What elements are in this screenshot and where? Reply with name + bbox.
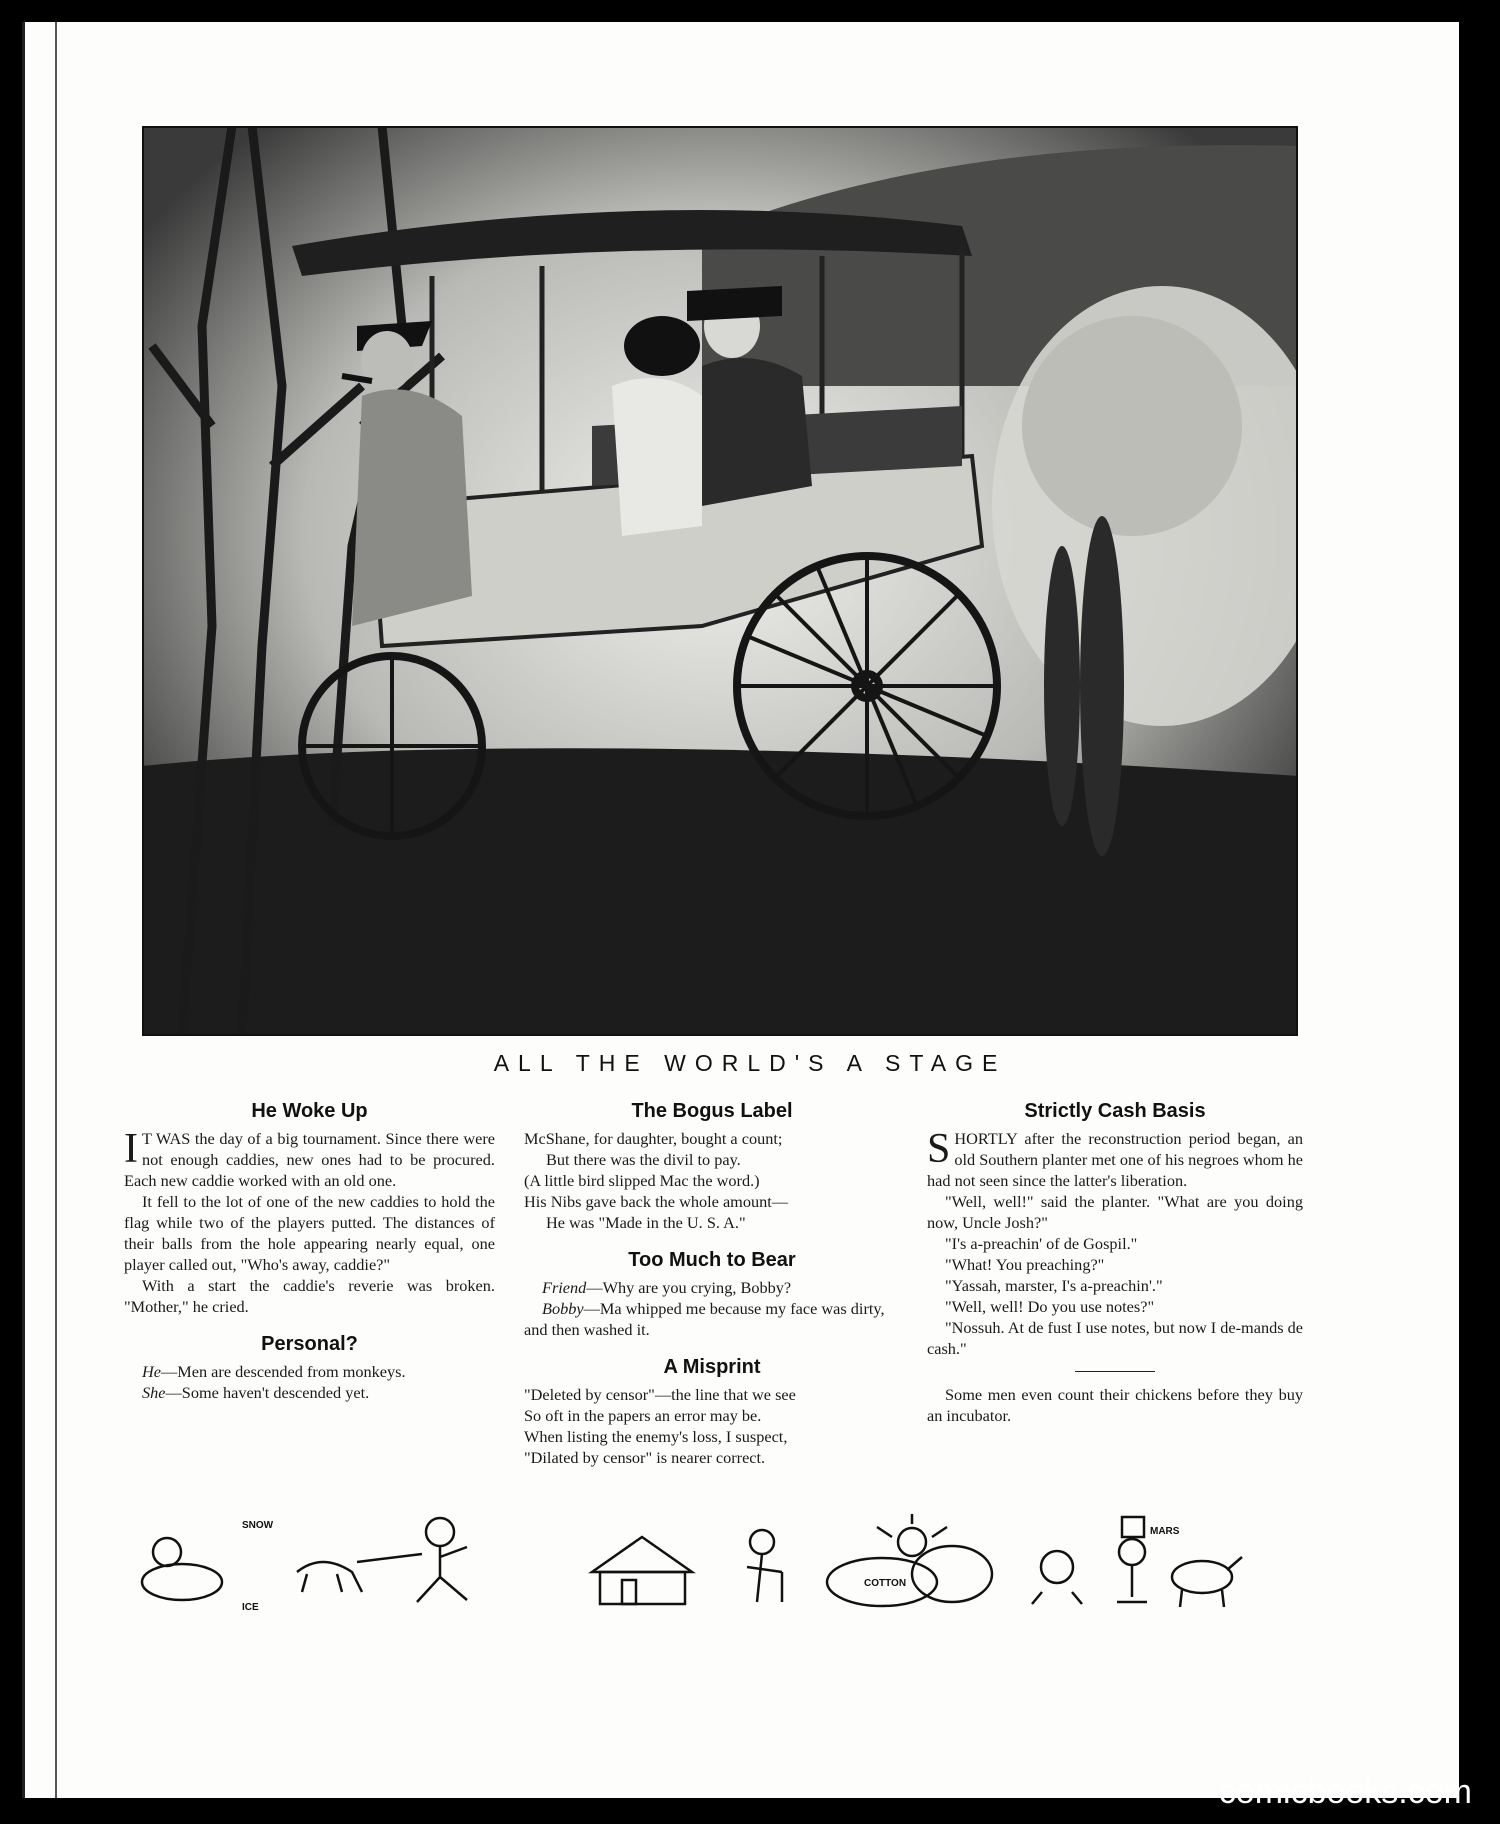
snow-label: SNOW bbox=[242, 1520, 274, 1531]
verse-line: He was "Made in the U. S. A." bbox=[546, 1213, 746, 1232]
verse-line: When listing the enemy's loss, I suspect, bbox=[524, 1427, 788, 1446]
paragraph-text: HORTLY after the reconstruction period began, an old Southern planter met one of his negroes whom he had not seen since the latter's liberation. bbox=[927, 1129, 1303, 1190]
site-watermark: comicbooks.com bbox=[1218, 1773, 1472, 1811]
speaker-label: Friend bbox=[542, 1278, 587, 1297]
footer-cartoon-strip bbox=[122, 1512, 1302, 1612]
speaker-label: She bbox=[142, 1383, 166, 1402]
dialogue-text: —Ma whipped me because my face was dirty, and then washed it. bbox=[524, 1299, 885, 1339]
dialogue-text: —Some haven't descended yet. bbox=[165, 1383, 370, 1402]
heading-strictly-cash-basis: Strictly Cash Basis bbox=[1024, 1100, 1206, 1122]
heading-bogus-label: The Bogus Label bbox=[631, 1100, 793, 1122]
buggy-illustration bbox=[142, 126, 1298, 1036]
dialogue-text: —Men are descended from monkeys. bbox=[160, 1362, 406, 1381]
dialogue-line: "Yassah, marster, I's a-preachin'." bbox=[945, 1276, 1163, 1295]
illustration-caption: ALL THE WORLD'S A STAGE bbox=[493, 1050, 1007, 1076]
article-paragraph bbox=[124, 1128, 495, 1191]
cotton-label: COTTON bbox=[864, 1578, 907, 1589]
column-middle bbox=[524, 1098, 900, 1468]
heading-too-much-to-bear: Too Much to Bear bbox=[628, 1249, 796, 1271]
article-paragraph: It fell to the lot of one of the new caddies to hold the flag while two of the players putted. The distances of their balls from the hole appearing nearly equal, one player called out, "Who's away, caddie?" bbox=[124, 1192, 495, 1274]
verse-line: His Nibs gave back the whole amount— bbox=[524, 1192, 789, 1211]
dialogue-line bbox=[524, 1277, 900, 1298]
dialogue-line bbox=[524, 1298, 900, 1340]
heading-he-woke-up: He Woke Up bbox=[251, 1100, 368, 1122]
column-left bbox=[124, 1098, 495, 1403]
dialogue-text: —Why are you crying, Bobby? bbox=[586, 1278, 792, 1297]
dialogue-line: "Nossuh. At de fust I use notes, but now I de-mands de cash." bbox=[927, 1318, 1304, 1358]
heading-personal: Personal? bbox=[261, 1333, 358, 1355]
article-paragraph bbox=[927, 1128, 1303, 1191]
binding-gutter bbox=[55, 22, 57, 1798]
drop-cap: S bbox=[927, 1126, 951, 1172]
column-right bbox=[927, 1098, 1303, 1426]
verse-line: "Deleted by censor"—the line that we see bbox=[524, 1385, 796, 1404]
verse-line: McShane, for daughter, bought a count; bbox=[524, 1129, 783, 1148]
mars-label: MARS bbox=[1150, 1526, 1180, 1537]
closing-quip: Some men even count their chickens before they buy an incubator. bbox=[927, 1385, 1303, 1425]
dialogue-line: "What! You preaching?" bbox=[945, 1255, 1105, 1274]
section-divider bbox=[1075, 1371, 1155, 1372]
dialogue-line bbox=[124, 1382, 495, 1403]
paragraph-text: T WAS the day of a big tournament. Since there were not enough caddies, new ones had to be procured. Each new caddie worked with an old one. bbox=[124, 1129, 495, 1190]
article-paragraph: With a start the caddie's reverie was broken. "Mother," he cried. bbox=[124, 1276, 495, 1316]
speaker-label: He bbox=[142, 1362, 161, 1381]
verse-line: But there was the divil to pay. bbox=[546, 1150, 741, 1169]
dialogue-line bbox=[124, 1361, 495, 1382]
dialogue-line: "I's a-preachin' of de Gospil." bbox=[945, 1234, 1138, 1253]
drop-cap: I bbox=[124, 1126, 138, 1172]
ice-label: ICE bbox=[242, 1602, 259, 1612]
verse-line: (A little bird slipped Mac the word.) bbox=[524, 1171, 760, 1190]
dialogue-line: "Well, well! Do you use notes?" bbox=[945, 1297, 1155, 1316]
dialogue-line: "Well, well!" said the planter. "What are you doing now, Uncle Josh?" bbox=[927, 1192, 1303, 1232]
speaker-label: Bobby bbox=[542, 1299, 584, 1318]
verse-line: "Dilated by censor" is nearer correct. bbox=[524, 1448, 766, 1467]
heading-a-misprint: A Misprint bbox=[663, 1356, 761, 1378]
verse-line: So oft in the papers an error may be. bbox=[524, 1406, 762, 1425]
